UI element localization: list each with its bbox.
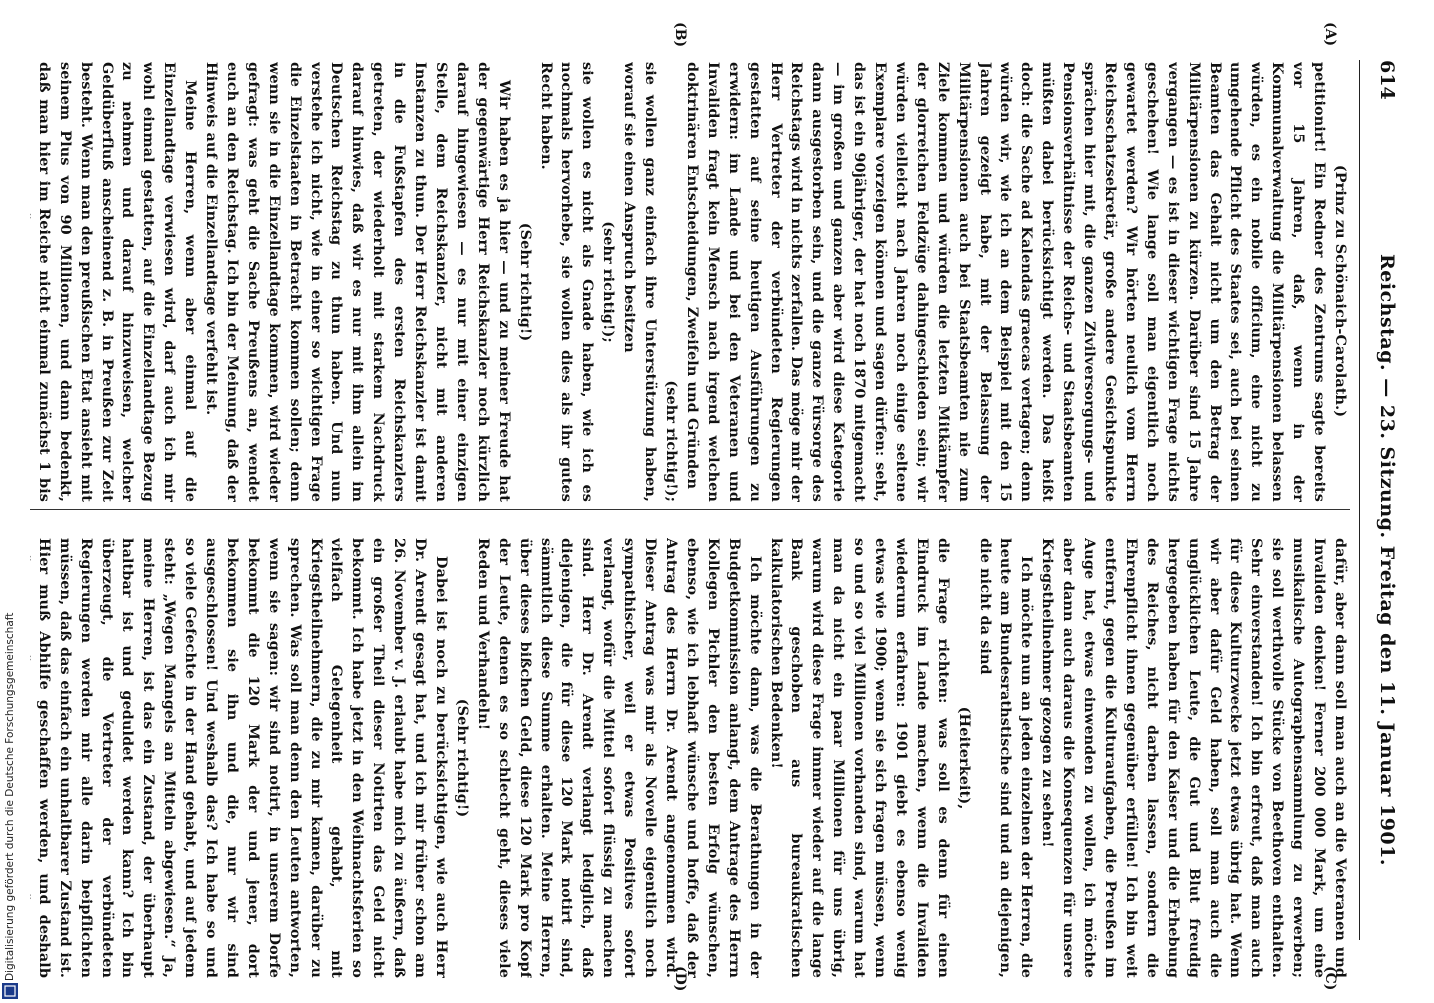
speaker-name: (Prinz zu Schönaich-Carolath.) xyxy=(1332,164,1349,418)
paragraph: petitionirt! Ein Redner des Zentrums sagte bereits vor 15 Jahren, daß, wenn in der Kommunalverwaltung die Militärpensionen belassen würden, es ein nobile officium, eine nicht zu umgehende Pflicht des Staates sei, auch bei seinen Beamten das Gehalt nicht um den Betrag der Militärpensionen zu kürzen. Darüber sind 15 Jahre vergangen — es ist in dieser wichtigen Frage nichts geschehen! Wie lange soll man eigentlich noch gewartet werden? Wir hörten neulich vom Herrn Reichsschatzsekretär, große andere Gesichtspunkte sprächen hier mit, die ganzen Zivilversorgungs- und Pensionsverhältnisse der Reichs- und Staatsbeamten müßten dabei berücksichtigt werden. Das heißt doch: die Sache ad Kalendas graecas vertagen; denn würden wir, wie ich an dem Beispiel mit den 15 Jahren gezeigt habe, mit der Belassung der Militärpensionen auch bei Staatsbeamten nie zum Ziele kommen und würden die letzten Mitkämpfer der glorreichen Feldzüge dahingeschieden sein; wir würden vielleicht nach Jahren noch einige seltene Exemplare vorzeigen können und sagen dürfen: seht, das ist ein 90jähriger, der hat noch 1870 mitgemacht — im großen und ganzen aber wird diese Kategorie dann ausgestorben sein, und die ganze Fürsorge des Reichstags wird in nichts zerfallen. Das möge mir der Herr Vertreter der verbündeten Regierungen gestatten auf seine heutigen Ausführungen zu erwidern: im Lande und bei den Veteranen und Invaliden fragt kein Mensch nach irgend welchen doktrinären Entscheidungen, Zweifeln und Gründen xyxy=(683,62,1329,502)
interjection: (sehr richtig!); xyxy=(663,380,680,502)
paragraph: Dabei ist noch zu berücksichtigen, wie auch Herr Dr. Arendt gesagt hat, und ich mir früher schon am 26. November v. J. erlaubt habe mich zu äußern, daß ein großer Theil dieser Notirten das Geld nicht bekommt. Ich habe jetzt in den Weihnachtsferien so vielfach Gelegenheit gehabt, mit Kriegstheilnehmern, die zu mir kamen, darüber zu sprechen. Was soll man denn den Leuten antworten, wenn sie sagen: wir sind notirt, in unserem Dorfe bekommt die 120 Mark der und jener, dort bekommen sie ihn und die, nur wir sind ausgeschlossen! Und weshalb das? Ich habe so und so viele Gefechte in der Hand gehabt, und auf jedem steht: „Wegen Mangels an Mitteln abgewiesen.“ Ja, meine Herren, ist das ein Zustand, der überhaupt haltbar ist und geduldet werden kann? Ich bin überzeugt, die Vertreter der verbündeten Regierungen werden mir alle darin beipflichten müssen, daß das einfach ein unhaltbarer Zustand ist. Hier muß Abhilfe geschaffen werden, und deshalb xyxy=(35,538,451,978)
margin-marker-c: (C) xyxy=(1322,966,1338,991)
margin-marker-a: (A) xyxy=(1322,22,1338,47)
page-number: 614 xyxy=(1376,60,1398,100)
left-text-column xyxy=(30,62,1350,502)
header-rule xyxy=(1359,60,1360,940)
paragraph: dafür, aber dann soll man auch an die Veteranen und Invaliden denken! Ferner 200 000 Mark, um eine musikalische Autographensammlung zu erwerben; sie soll werthvolle Stücke von Beethoven enthalten. Sehr einverstanden! Ich bin erfreut, daß man auch für diese Kulturzwecke jetzt etwas übrig hat. Wenn wir aber dafür Geld haben, soll man auch die unglücklichen Leute, die Gut und Blut freudig hergegeben haben für den Kaiser und die Erhebung des Reiches, nicht darben lassen, sondern die Ehrenpflicht ihnen gegenüber erfüllen! Ich bin weit entfernt, gegen die Kulturaufgaben, die Preußen im Auge hat, etwas einwenden zu wollen, ich möchte aber dann auch daraus die Konsequenzen für unsere Kriegstheilnehmer gezogen zu sehen! xyxy=(1039,538,1349,978)
paragraph: Ich möchte dann, was die Berathungen in der Budgetkommission anlangt, dem Antrage des Herrn Kollegen Pichler den besten Erfolg wünschen, ebenso, wie ich lebhaft wünsche und hoffe, daß der Antrag des Herrn Dr. Arendt angenommen wird. Dieser Antrag was mir als Novelle eigentlich noch sympathischer, weil er etwas Positives sofort verlangt, wofür die Mittel sofort flüssig zu machen sind. Herr Dr. Arendt verlangt lediglich, daß diejenigen, die für diese 120 Mark notirt sind, sämmtlich diese Summe erhalten. Meine Herren, über dieses bißchen Geld, diese 120 Mark pro Kopf der Leute, denen es so schlecht geht, dieses viele Reden und Verhandeln! xyxy=(474,538,764,978)
right-text-column xyxy=(30,538,1350,978)
interjection: (Sehr richtig!) xyxy=(516,222,534,342)
interjection: (sehr richtig!); xyxy=(600,221,618,343)
margin-marker-b: (B) xyxy=(672,22,688,48)
paragraph: Meine Herren, wenn aber einmal auf die Einzellandtage verwiesen wird, darf auch ich mir wohl einmal gestatten, auf die Einzellandtage Bezug zu nehmen und darauf hinzuweisen, welcher Geldüberfluß anscheinend z. B. in Preußen zur Zeit besteht. Wenn man den preußischen Etat ansieht mit seinem Plus von 90 Millionen, und dann bedenkt, daß man hier im Reiche nicht einmal zunächst 1 bis xyxy=(35,62,200,502)
interjection: (Sehr richtig!) xyxy=(453,698,471,818)
paragraph: sie wollen es nicht als Gnade haben, wie ich es nochmals hervorhebe, sie wollen dies als ihr gutes Recht haben. xyxy=(537,62,597,502)
column-divider xyxy=(30,509,1350,510)
running-title: Reichstag. — 23. Sitzung. Freitag den 11. Januar 1901. xyxy=(1376,253,1398,866)
page-header xyxy=(1364,60,1404,940)
paragraph: Wir haben es ja hier — und zu meiner Freude hat der gegenwärtige Herr Reichskanzler noch kürzlich darauf hingewiesen — es nur mit einer einzigen Stelle, dem Reichskanzler, nicht mit anderen Instanzen zu thun. Der Herr Reichskanzler ist damit in die Fußstapfen des ersten Reichskanzlers getreten, der wiederholt mit starkem Nachdruck darauf hinwies, daß wir es nur mit ihm allein im Deutschen Reichstag zu thun haben. Und nun verstehe ich nicht, wie in einer so wichtigen Frage die Einzelstaaten in Betracht kommen sollen; denn wenn sie in die Einzellandtage kommen, wird wieder gefragt: was geht die Sache Preußens an, wendet euch an den Reichstag. Ich bin der Meinung, daß der Hinweis auf die Einzellandtage verfehlt ist. xyxy=(203,62,513,502)
paragraph: die Frage richten: was soll es denn für einen Eindruck im Lande machen, wenn die Invaliden wiederum erfahren: 1901 giebt es ebenso wenig etwas wie 1900; wenn sie sich fragen müssen, wenn so und so viel Millionen vorhanden sind, warum hat man da nicht ein paar Millionen für uns übrig, warum wird diese Frage immer wieder auf die lange Bank geschoben aus bureaukratischen kalkulatorischen Bedenken! xyxy=(767,538,952,978)
margin-marker-d: (D) xyxy=(672,966,688,992)
dfg-logo-icon xyxy=(2,983,18,999)
paragraph: sie wollen ganz einfach ihre Unterstützung haben, worauf sie einen Anspruch besitzen xyxy=(621,62,660,502)
interjection: (Heiterkeit), xyxy=(955,706,973,810)
credit-text: Digitalisierung gefördert durch die Deutsche Forschungsgemeinschaft xyxy=(4,612,16,981)
digitization-credit xyxy=(0,611,20,1000)
dfg-logo-mark xyxy=(2,983,18,999)
paragraph: Ich möchte nun an jeden einzelnen der Herren, die heute am Bundesrathstische sind und an diejenigen, die nicht da sind xyxy=(976,538,1036,978)
